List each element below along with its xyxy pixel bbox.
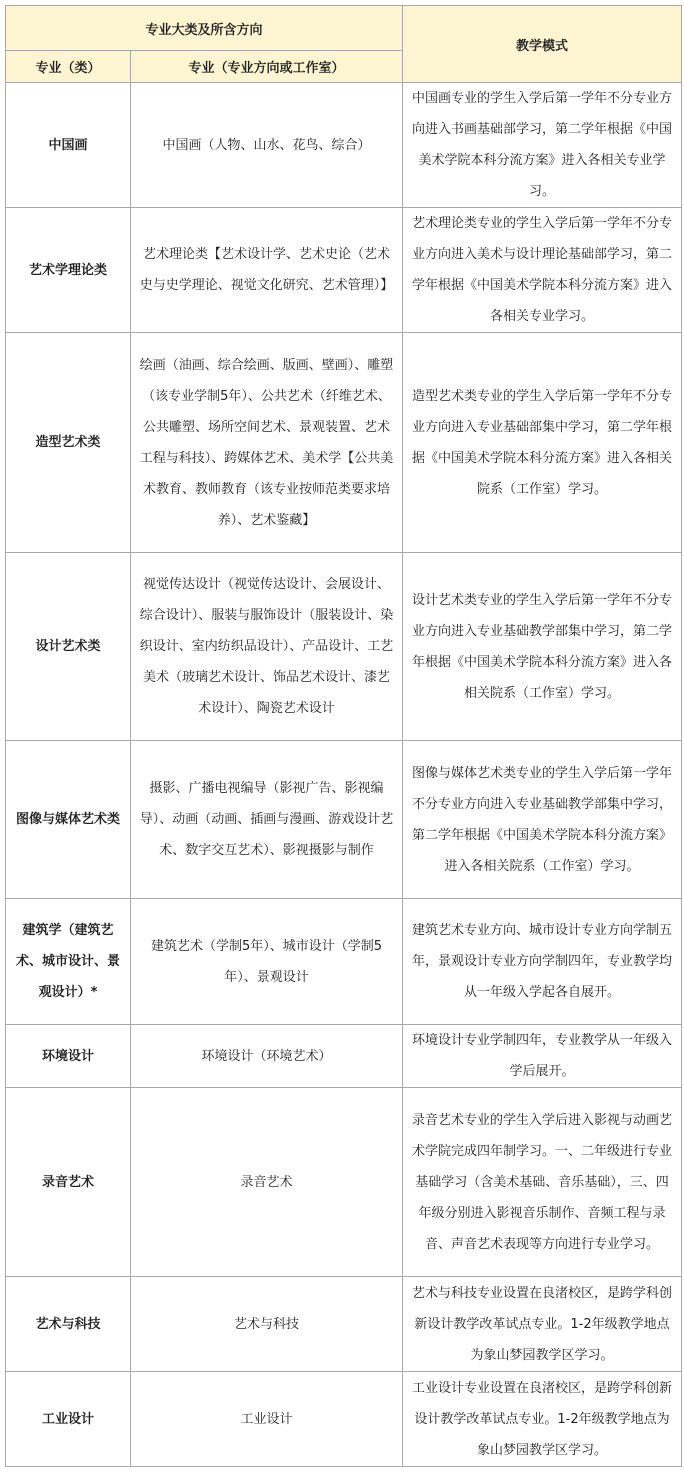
mode-cell: 设计艺术类专业的学生入学后第一学年不分专业方向进入专业基础教学部集中学习，第二学年根据《中国美术学院本科分流方案》进入各相关院系（工作室）学习。 xyxy=(403,553,682,741)
table-row xyxy=(6,899,682,1025)
mode-cell: 艺术理论类专业的学生入学后第一学年不分专业方向进入美术与设计理论基础部学习，第二学年根据《中国美术学院本科分流方案》进入各相关专业学习。 xyxy=(403,208,682,333)
major-cell: 艺术与科技 xyxy=(6,1277,131,1372)
table-row xyxy=(6,1372,682,1467)
major-cell: 环境设计 xyxy=(6,1025,131,1088)
major-cell: 工业设计 xyxy=(6,1372,131,1467)
major-table xyxy=(5,5,682,1467)
direction-cell: 摄影、广播电视编导（影视广告、影视编导）、动画（动画、插画与漫画、游戏设计艺术、数字交互艺术）、影视摄影与制作 xyxy=(131,741,403,899)
major-cell: 图像与媒体艺术类 xyxy=(6,741,131,899)
mode-cell: 工业设计专业设置在良渚校区，是跨学科创新设计教学改革试点专业。1-2年级教学地点为象山梦园教学区学习。 xyxy=(403,1372,682,1467)
direction-cell: 中国画（人物、山水、花鸟、综合） xyxy=(131,83,403,208)
direction-cell: 艺术与科技 xyxy=(131,1277,403,1372)
direction-cell: 建筑艺术（学制5年）、城市设计（学制5年）、景观设计 xyxy=(131,899,403,1025)
table-row xyxy=(6,741,682,899)
header-row-1 xyxy=(6,6,682,51)
direction-cell: 录音艺术 xyxy=(131,1088,403,1277)
major-cell: 艺术学理论类 xyxy=(6,208,131,333)
table-row xyxy=(6,1025,682,1088)
direction-cell: 艺术理论类【艺术设计学、艺术史论（艺术史与史学理论、视觉文化研究、艺术管理）】 xyxy=(131,208,403,333)
major-cell: 录音艺术 xyxy=(6,1088,131,1277)
direction-cell: 环境设计（环境艺术） xyxy=(131,1025,403,1088)
header-major-cell: 专业（类） xyxy=(6,51,131,83)
mode-cell: 建筑艺术专业方向、城市设计专业方向学制五年，景观设计专业方向学制四年，专业教学均从一年级入学起各自展开。 xyxy=(403,899,682,1025)
mode-cell: 艺术与科技专业设置在良渚校区，是跨学科创新设计教学改革试点专业。1-2年级教学地点为象山梦园教学区学习。 xyxy=(403,1277,682,1372)
mode-cell: 中国画专业的学生入学后第一学年不分专业方向进入书画基础部学习，第二学年根据《中国美术学院本科分流方案》进入各相关专业学习。 xyxy=(403,83,682,208)
direction-cell: 工业设计 xyxy=(131,1372,403,1467)
mode-cell: 造型艺术类专业的学生入学后第一学年不分专业方向进入专业基础部集中学习，第二学年根据《中国美术学院本科分流方案》进入各相关院系（工作室）学习。 xyxy=(403,333,682,553)
header-direction-cell: 专业（专业方向或工作室） xyxy=(131,51,403,83)
major-cell: 设计艺术类 xyxy=(6,553,131,741)
major-cell: 中国画 xyxy=(6,83,131,208)
table-row xyxy=(6,553,682,741)
mode-cell: 录音艺术专业的学生入学后进入影视与动画艺术学院完成四年制学习。一、二年级进行专业基础学习（含美术基础、音乐基础），三、四年级分别进入影视音乐制作、音频工程与录音、声音艺术表现等方向进行专业学习。 xyxy=(403,1088,682,1277)
table-row xyxy=(6,208,682,333)
direction-cell: 视觉传达设计（视觉传达设计、会展设计、综合设计）、服装与服饰设计（服装设计、染织设计、室内纺织品设计）、产品设计、工艺美术（玻璃艺术设计、饰品艺术设计、漆艺术设计）、陶瓷艺术设计 xyxy=(131,553,403,741)
table-row xyxy=(6,83,682,208)
major-cell: 造型艺术类 xyxy=(6,333,131,553)
mode-cell: 环境设计专业学制四年，专业教学从一年级入学后展开。 xyxy=(403,1025,682,1088)
table-row xyxy=(6,333,682,553)
major-cell: 建筑学（建筑艺术、城市设计、景观设计）* xyxy=(6,899,131,1025)
table-row xyxy=(6,1277,682,1372)
direction-cell: 绘画（油画、综合绘画、版画、壁画）、雕塑（该专业学制5年）、公共艺术（纤维艺术、公共雕塑、场所空间艺术、景观装置、艺术工程与科技）、跨媒体艺术、美术学【公共美术教育、教师教育（该专业按师范类要求培养）、艺术鉴藏】 xyxy=(131,333,403,553)
table-row xyxy=(6,1088,682,1277)
header-mode-cell: 教学模式 xyxy=(403,6,682,83)
header-group-cell: 专业大类及所含方向 xyxy=(6,6,403,51)
mode-cell: 图像与媒体艺术类专业的学生入学后第一学年不分专业方向进入专业基础教学部集中学习，第二学年根据《中国美术学院本科分流方案》进入各相关院系（工作室）学习。 xyxy=(403,741,682,899)
